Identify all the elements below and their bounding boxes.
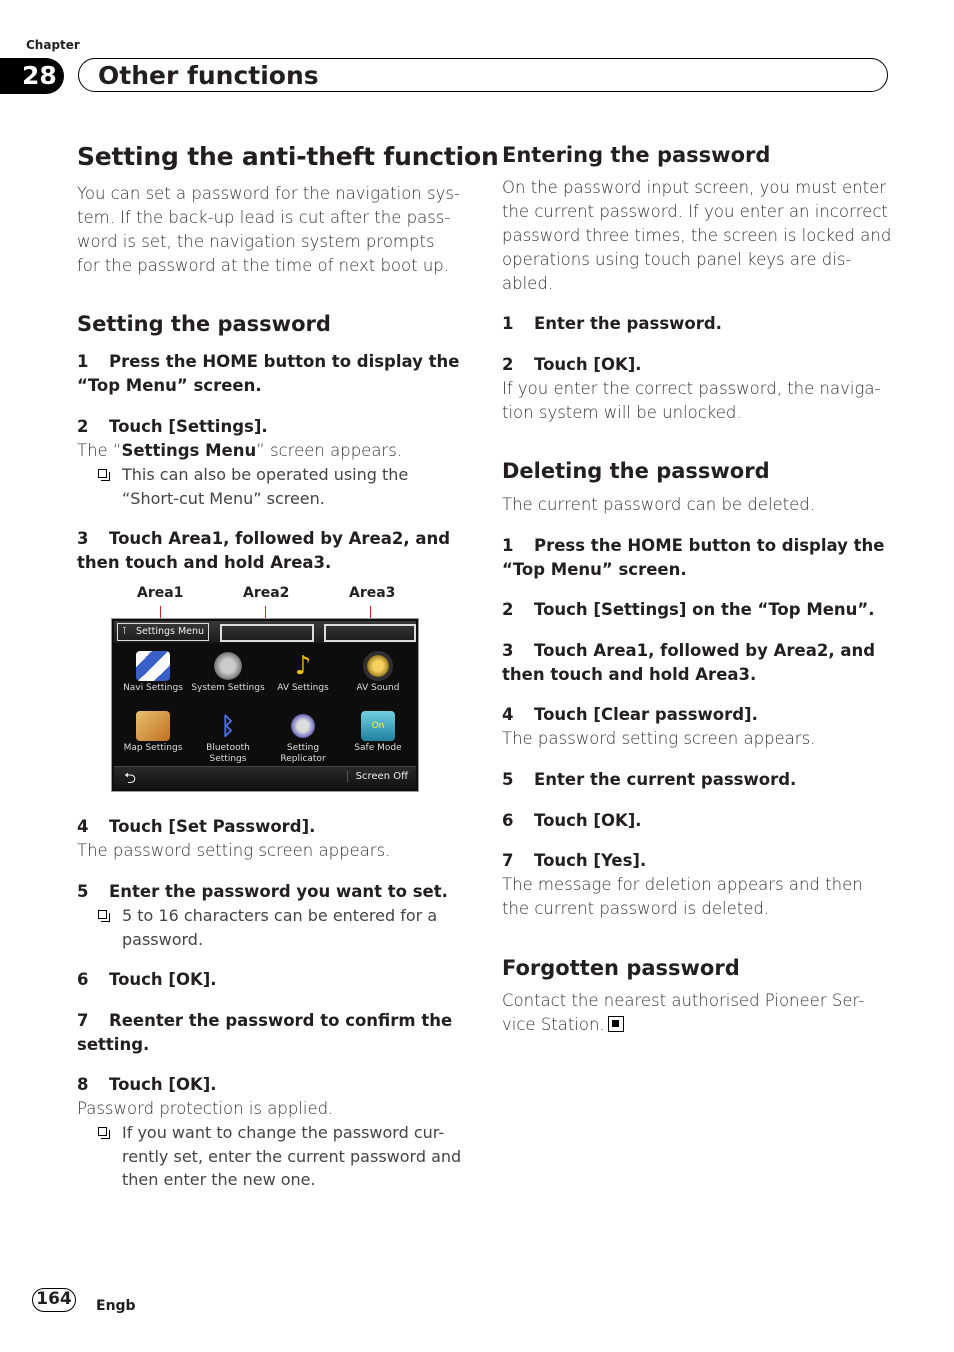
music-note-icon: ♪ — [294, 651, 312, 681]
setting-step-8-note: If you want to change the password cur-rently set, enter the current password and then enter the new one. — [77, 1121, 467, 1192]
setting-step-8-body: Password protection is applied. — [77, 1099, 334, 1118]
deleting-step-6: 6 Touch [OK]. — [502, 811, 642, 830]
area1-label: Area1 — [137, 585, 184, 601]
back-arrow-icon[interactable]: ⮌ — [124, 769, 137, 787]
note-checkbox-icon — [98, 910, 107, 919]
chapter-label: Chapter — [26, 38, 80, 52]
main-heading: Setting the anti-theft function — [77, 142, 499, 171]
menu-icon: ⊺ — [122, 626, 127, 637]
setting-step-2: 2 Touch [Settings]. — [77, 417, 268, 436]
page-number: 164 — [32, 1288, 76, 1312]
section-entering-heading: Entering the password — [502, 143, 771, 167]
screen-bottom-bar — [114, 766, 416, 789]
bluetooth-icon: ᛒ — [220, 712, 236, 740]
section-deleting-heading: Deleting the password — [502, 459, 770, 483]
setting-step-2-note: This can also be operated using the “Short-cut Menu” screen. — [77, 463, 467, 510]
screen-off-button[interactable]: Screen Off — [347, 771, 408, 782]
chapter-title: Other functions — [98, 61, 319, 90]
section-forgotten-heading: Forgotten password — [502, 956, 740, 980]
settings-menu-screenshot — [111, 618, 419, 792]
deleting-step-2: 2 Touch [Settings] on the “Top Menu”. — [502, 600, 875, 619]
entering-step-2-body: If you enter the correct password, the naviga-tion system will be unlocked. — [502, 379, 881, 422]
area3-box[interactable] — [324, 624, 416, 642]
area2-label: Area2 — [243, 585, 290, 601]
setting-step-3: 3 Touch Area1, followed by Area2, and then touch and hold Area3. — [77, 529, 451, 572]
setting-step-4-body: The password setting screen appears. — [77, 841, 391, 860]
setting-step-5: 5 Enter the password you want to set. — [77, 882, 448, 901]
end-mark-icon — [608, 1016, 624, 1032]
screen-title[interactable]: ⊺ Settings Menu — [117, 623, 209, 641]
note-checkbox-icon — [98, 469, 107, 478]
setting-step-4: 4 Touch [Set Password]. — [77, 817, 316, 836]
deleting-step-5: 5 Enter the current password. — [502, 770, 797, 789]
setting-step-7: 7 Reenter the password to confirm the setting. — [77, 1011, 453, 1054]
map-icon — [136, 711, 170, 741]
bluetooth-settings-button[interactable]: ᛒ Bluetooth Settings — [206, 712, 250, 764]
navi-settings-button[interactable]: Navi Settings — [115, 651, 191, 694]
deleting-step-1: 1 Press the HOME button to display the “Top Menu” screen. — [502, 536, 885, 579]
entering-paragraph: On the password input screen, you must enter the current password. If you enter an incorrect password three times, the screen is locked and operations using touch panel keys are dis-abled. — [502, 178, 892, 293]
setting-step-6: 6 Touch [OK]. — [77, 970, 217, 989]
forgotten-paragraph: Contact the nearest authorised Pioneer Ser-vice Station. — [502, 991, 865, 1034]
deleting-step-7-body: The message for deletion appears and then the current password is deleted. — [502, 875, 863, 918]
av-settings-button[interactable]: ♪ AV Settings — [277, 651, 329, 693]
deleting-step-4: 4 Touch [Clear password]. — [502, 705, 758, 724]
area2-box[interactable] — [220, 624, 314, 642]
screen-titlebar — [114, 621, 416, 643]
note-checkbox-icon — [98, 1127, 107, 1136]
section-setting-heading: Setting the password — [77, 312, 331, 336]
entering-step-2: 2 Touch [OK]. — [502, 355, 642, 374]
setting-step-5-note: 5 to 16 characters can be entered for a password. — [77, 904, 467, 951]
on-monitor-icon: On — [361, 711, 395, 741]
language-code: Engb — [96, 1298, 136, 1314]
area3-label: Area3 — [349, 585, 396, 601]
safe-mode-button[interactable]: On Safe Mode — [340, 711, 416, 754]
setting-step-2-body: The “Settings Menu” screen appears. — [77, 441, 403, 460]
flag-icon — [136, 651, 170, 681]
system-settings-button[interactable]: System Settings — [190, 651, 266, 694]
deleting-step-7: 7 Touch [Yes]. — [502, 851, 647, 870]
setting-replicator-button[interactable]: Setting Replicator — [265, 711, 341, 765]
replicator-icon — [286, 711, 320, 741]
entering-step-1: 1 Enter the password. — [502, 314, 722, 333]
av-sound-button[interactable]: AV Sound — [340, 651, 416, 694]
deleting-step-4-body: The password setting screen appears. — [502, 729, 816, 748]
chapter-number: 28 — [0, 58, 64, 94]
map-settings-button[interactable]: Map Settings — [115, 711, 191, 754]
gears-icon — [211, 651, 245, 681]
deleting-step-3: 3 Touch Area1, followed by Area2, and then touch and hold Area3. — [502, 641, 876, 684]
deleting-paragraph: The current password can be deleted. — [502, 495, 816, 514]
intro-paragraph: You can set a password for the navigation sys-tem. If the back-up lead is cut after the pass-word is set, the navigation system prompts for the password at the time of next boot up. — [77, 184, 460, 275]
speaker-icon — [363, 651, 393, 681]
setting-step-8: 8 Touch [OK]. — [77, 1075, 217, 1094]
setting-step-1: 1 Press the HOME button to display the “Top Menu” screen. — [77, 352, 460, 395]
